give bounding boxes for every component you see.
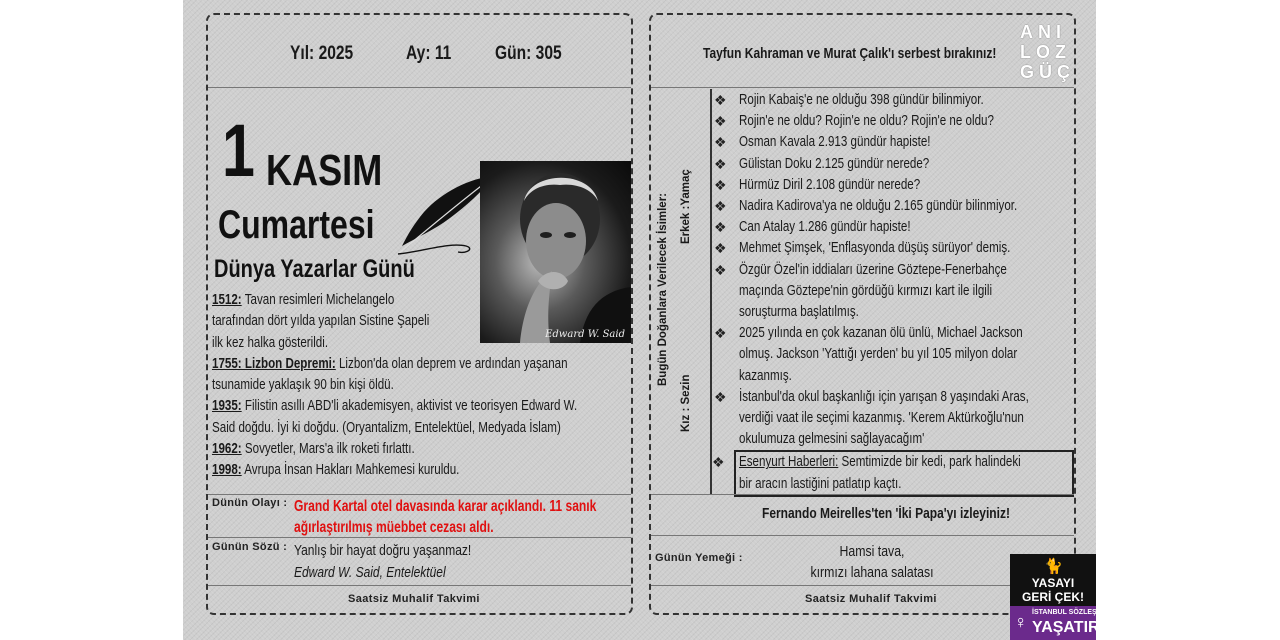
- divider: [208, 494, 631, 495]
- news-text: bir aracın lastiğini patlatıp kaçtı.: [739, 475, 902, 492]
- event-year: 1998:: [212, 462, 242, 479]
- diamond-bullet-icon: ❖: [714, 198, 727, 215]
- news-item: [714, 260, 1074, 324]
- news-text: Rojin'e ne oldu? Rojin'e ne oldu? Rojin'e ne oldu?: [739, 113, 994, 130]
- news-list: [714, 90, 1074, 497]
- yesterday-event-label: Dünün Olayı :: [212, 497, 288, 509]
- news-item: [714, 132, 1074, 153]
- occasion-title: Dünya Yazarlar Günü: [214, 255, 415, 283]
- photo-caption: Edward W. Said: [545, 329, 625, 340]
- diamond-bullet-icon: ❖: [714, 176, 727, 193]
- baby-names-title: Bugün Doğanlara Verilecek İsimler:: [657, 192, 669, 386]
- badge-text: GERİ ÇEK!: [1021, 590, 1084, 604]
- news-item: [714, 217, 1074, 238]
- news-item: [714, 196, 1074, 217]
- event-year: 1962:: [212, 441, 242, 458]
- diamond-bullet-icon: ❖: [714, 155, 727, 172]
- news-item: [714, 90, 1074, 111]
- badge-text: YAŞATIR!: [1032, 619, 1105, 636]
- news-text: 2025 yılında en çok kazanan ölü ünlü, Michael Jackson: [739, 325, 1023, 342]
- news-text: verdiği vaat ile seçimi kazanmış. 'Kerem Aktürkoğlu'nun: [739, 410, 1024, 427]
- female-name: Kız : Sezin: [680, 374, 692, 432]
- quote-of-day-label: Günün Sözü :: [212, 541, 288, 553]
- news-text: Can Atalay 1.286 gündür hapiste!: [739, 219, 911, 236]
- event-line: [212, 354, 568, 375]
- logo-line: LOZ: [1020, 42, 1071, 62]
- news-text: maçında Göztepe'nin gördüğü kırmızı kart ile ilgili: [739, 282, 993, 299]
- news-text: İstanbul'da okul başkanlığı için yarışan 8 yaşındaki Aras,: [739, 388, 1029, 405]
- venus-symbol-icon: ♀: [1014, 612, 1028, 632]
- quote-text: Yanlış bir hayat doğru yaşanmaz!: [294, 542, 472, 559]
- divider: [651, 535, 1074, 536]
- news-text: Nadira Kadirova'ya ne olduğu 2.165 gündür bilinmiyor.: [739, 198, 1018, 215]
- quote-of-day-text: [294, 540, 516, 584]
- month-name: KASIM: [266, 146, 383, 195]
- news-item: [714, 387, 1074, 451]
- event-line: [212, 460, 548, 481]
- event-text: Filistin asıllı ABD'li akademisyen, aktivist ve teorisyen Edward W.: [241, 398, 578, 415]
- year-label: Yıl: 2025: [290, 43, 354, 64]
- event-text: tarafından dört yılda yapılan Sistine Şapeli: [212, 313, 430, 330]
- diamond-bullet-icon: ❖: [714, 388, 727, 405]
- news-text: Mehmet Şimşek, 'Enflasyonda düşüş sürüyor' demiş.: [739, 240, 1011, 257]
- meal-line: kırmızı lahana salatası: [810, 564, 934, 581]
- diamond-bullet-icon: ❖: [714, 92, 727, 108]
- yesterday-event-text: [294, 496, 634, 538]
- event-line: [212, 439, 548, 460]
- event-text: Tavan resimleri Michelangelo: [241, 292, 395, 308]
- film-recommendation: Fernando Meirelles'ten 'İki Papa'yı izleyiniz!: [762, 505, 1010, 522]
- page-footer: Saatsiz Muhalif Takvimi: [805, 593, 937, 605]
- event-year: 1512:: [212, 292, 242, 308]
- event-text: tsunamide yaklaşık 90 bin kişi öldü.: [212, 377, 394, 394]
- meal-of-day-text: [780, 541, 964, 583]
- news-text: okulumuza gelmesini sağlayacağım': [739, 431, 925, 448]
- event-line: ağırlaştırılmış müebbet cezası aldı.: [294, 519, 494, 536]
- historical-events-list: [212, 290, 632, 482]
- divider: [208, 87, 631, 88]
- divider: [651, 494, 1074, 495]
- diamond-bullet-icon: ❖: [714, 219, 727, 236]
- divider: [208, 537, 631, 538]
- divider: [651, 87, 1074, 88]
- event-line: [212, 290, 548, 311]
- month-number-label: Ay: 11: [406, 43, 452, 64]
- badge-text: YASAYI: [1031, 576, 1075, 590]
- news-item: [714, 175, 1074, 196]
- news-text: Rojin Kabaiş'e ne olduğu 398 gündür bilinmiyor.: [739, 92, 984, 108]
- cat-icon: 🐈: [1044, 558, 1063, 575]
- esenyurt-news-box: [712, 450, 1074, 496]
- meal-of-day-label: Günün Yemeği :: [655, 552, 743, 564]
- campaign-badge-law: [1010, 554, 1096, 606]
- meal-line: Hamsi tava,: [839, 543, 905, 560]
- weekday: Cumartesi: [218, 203, 375, 247]
- event-line: [212, 418, 561, 439]
- diamond-bullet-icon: ❖: [714, 261, 727, 278]
- page-footer: Saatsiz Muhalif Takvimi: [348, 593, 480, 605]
- day-of-year-label: Gün: 305: [495, 43, 562, 64]
- news-text: Özgür Özel'in iddiaları üzerine Göztepe-Fenerbahçe: [739, 261, 1007, 278]
- news-item: [714, 154, 1074, 175]
- news-item: [714, 238, 1074, 259]
- event-line: [212, 375, 548, 396]
- event-text: Sovyetler, Mars'a ilk roketi fırlattı.: [241, 441, 415, 458]
- news-text: Hürmüz Diril 2.108 gündür nerede?: [739, 176, 921, 193]
- news-text: Gülistan Doku 2.125 gündür nerede?: [739, 155, 930, 172]
- event-year: 1755: Lizbon Depremi:: [212, 355, 336, 372]
- campaign-badge-istanbul-convention: [1010, 606, 1114, 640]
- event-text: Said doğdu. İyi ki doğdu. (Oryantalizm, Entelektüel, Medyada İslam): [212, 419, 561, 436]
- news-text: Osman Kavala 2.913 gündür hapiste!: [739, 134, 931, 151]
- badge-text: İSTANBUL SÖZLEŞMESİ: [1032, 609, 1114, 616]
- event-text: Avrupa İnsan Hakları Mahkemesi kuruldu.: [241, 462, 460, 479]
- event-year: 1935:: [212, 398, 242, 415]
- news-item: [714, 111, 1074, 132]
- logo-line: GÜÇ: [1020, 62, 1075, 82]
- diamond-bullet-icon: ❖: [714, 325, 727, 342]
- diamond-bullet-icon: ❖: [714, 240, 727, 257]
- divider: [710, 89, 712, 494]
- news-text: [739, 452, 1021, 473]
- male-name: Erkek :Yamaç: [680, 169, 692, 244]
- day-number: 1: [222, 109, 255, 192]
- event-text: ilk kez halka gösterildi.: [212, 334, 329, 351]
- news-text: Semtimizde bir kedi, park halindeki: [838, 454, 1021, 471]
- event-line: Grand Kartal otel davasında karar açıklandı. 11 sanık: [294, 498, 597, 515]
- quote-author: Edward W. Said, Entelektüel: [294, 564, 446, 581]
- event-line: [212, 396, 578, 417]
- diamond-bullet-icon: ❖: [712, 454, 725, 471]
- diamond-bullet-icon: ❖: [714, 113, 727, 130]
- header-slogan: Tayfun Kahraman ve Murat Çalık'ı serbest bırakınız!: [703, 45, 997, 62]
- news-text: olmuş. Jackson 'Yattığı yerden' bu yıl 105 milyon dolar: [739, 346, 1018, 363]
- event-text: Lizbon'da olan deprem ve ardından yaşanan: [335, 355, 568, 372]
- divider: [208, 585, 631, 586]
- event-line: [212, 311, 548, 332]
- brand-logo: [1020, 22, 1075, 82]
- diamond-bullet-icon: ❖: [714, 134, 727, 151]
- event-line: [212, 333, 548, 354]
- news-item: [714, 323, 1074, 387]
- logo-line: ANI: [1020, 22, 1066, 42]
- news-text: soruşturma başlatılmış.: [739, 304, 859, 321]
- news-text: kazanmış.: [739, 367, 792, 384]
- news-heading: Esenyurt Haberleri:: [739, 454, 839, 471]
